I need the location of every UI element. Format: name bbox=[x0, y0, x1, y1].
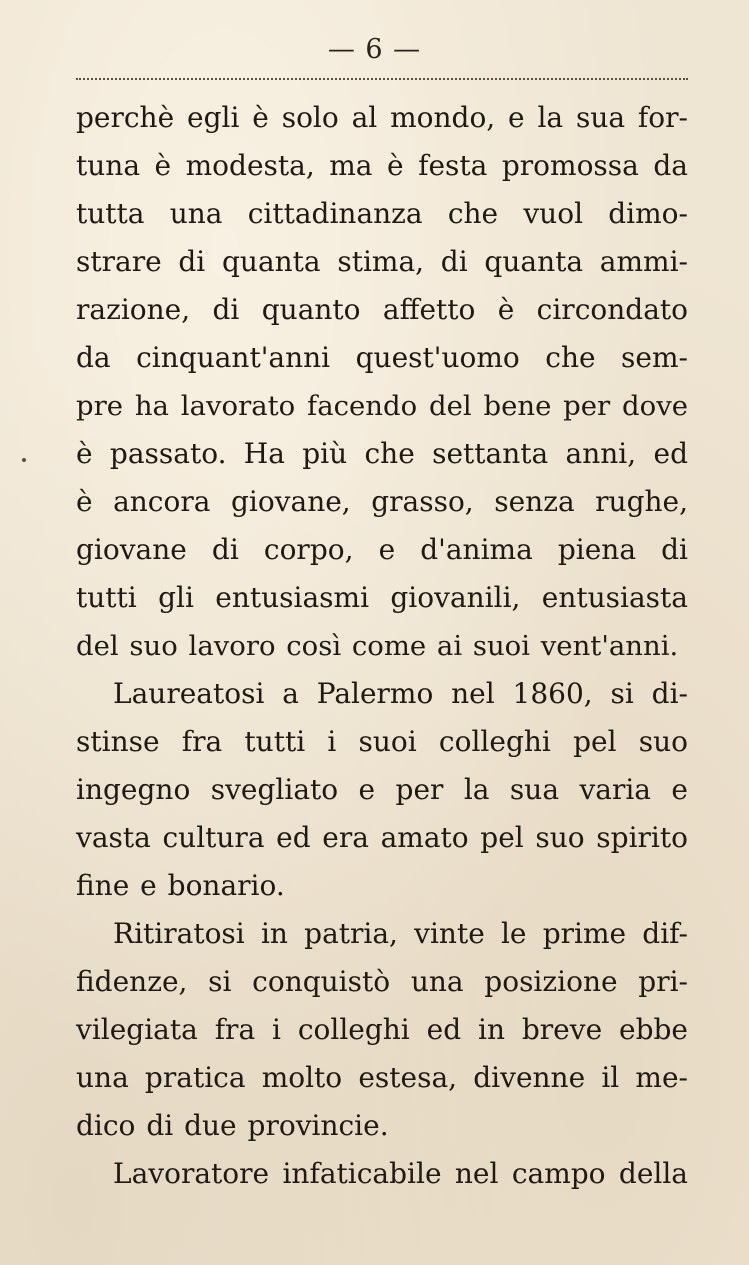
text-line: fine e bonario. bbox=[76, 869, 285, 902]
text-line: fidenze, si conquistò una posizione pri- bbox=[76, 965, 688, 998]
text-line: giovane di corpo, e d'anima piena di bbox=[76, 533, 688, 566]
text-line: vilegiata fra i colleghi ed in breve ebbe bbox=[76, 1013, 688, 1046]
text-line: vasta cultura ed era amato pel suo spirito bbox=[76, 821, 688, 854]
paragraph-first-line: Ritiratosi in patria, vinte le prime dif- bbox=[113, 917, 688, 950]
paper-speck bbox=[22, 458, 26, 462]
text-line: è ancora giovane, grasso, senza rughe, bbox=[76, 485, 688, 518]
text-line: da cinquant'anni quest'uomo che sem- bbox=[76, 341, 688, 374]
text-line: dico di due provincie. bbox=[76, 1109, 389, 1142]
text-line: tutti gli entusiasmi giovanili, entusiasta bbox=[76, 581, 688, 614]
text-line: è passato. Ha più che settanta anni, ed bbox=[76, 437, 688, 470]
page-number: — 6 — bbox=[327, 34, 422, 65]
text-line: ingegno svegliato e per la sua varia e bbox=[76, 773, 688, 806]
text-line: razione, di quanto affetto è circondato bbox=[76, 293, 688, 326]
text-line: del suo lavoro così come ai suoi vent'anni. bbox=[76, 630, 679, 662]
paragraph-first-line: Laureatosi a Palermo nel 1860, si di- bbox=[113, 677, 688, 710]
paragraph-first-line: Lavoratore infaticabile nel campo della bbox=[113, 1157, 688, 1190]
text-line: tutta una cittadinanza che vuol dimo- bbox=[76, 197, 688, 230]
text-line: tuna è modesta, ma è festa promossa da bbox=[76, 149, 688, 182]
text-line: stinse fra tutti i suoi colleghi pel suo bbox=[76, 725, 688, 758]
header-dotted-rule bbox=[76, 78, 688, 80]
text-line: pre ha lavorato facendo del bene per dove bbox=[76, 390, 688, 422]
text-line: strare di quanta stima, di quanta ammi- bbox=[76, 245, 688, 278]
text-line: perchè egli è solo al mondo, e la sua for- bbox=[76, 101, 688, 134]
text-line: una pratica molto estesa, divenne il me- bbox=[76, 1061, 688, 1094]
